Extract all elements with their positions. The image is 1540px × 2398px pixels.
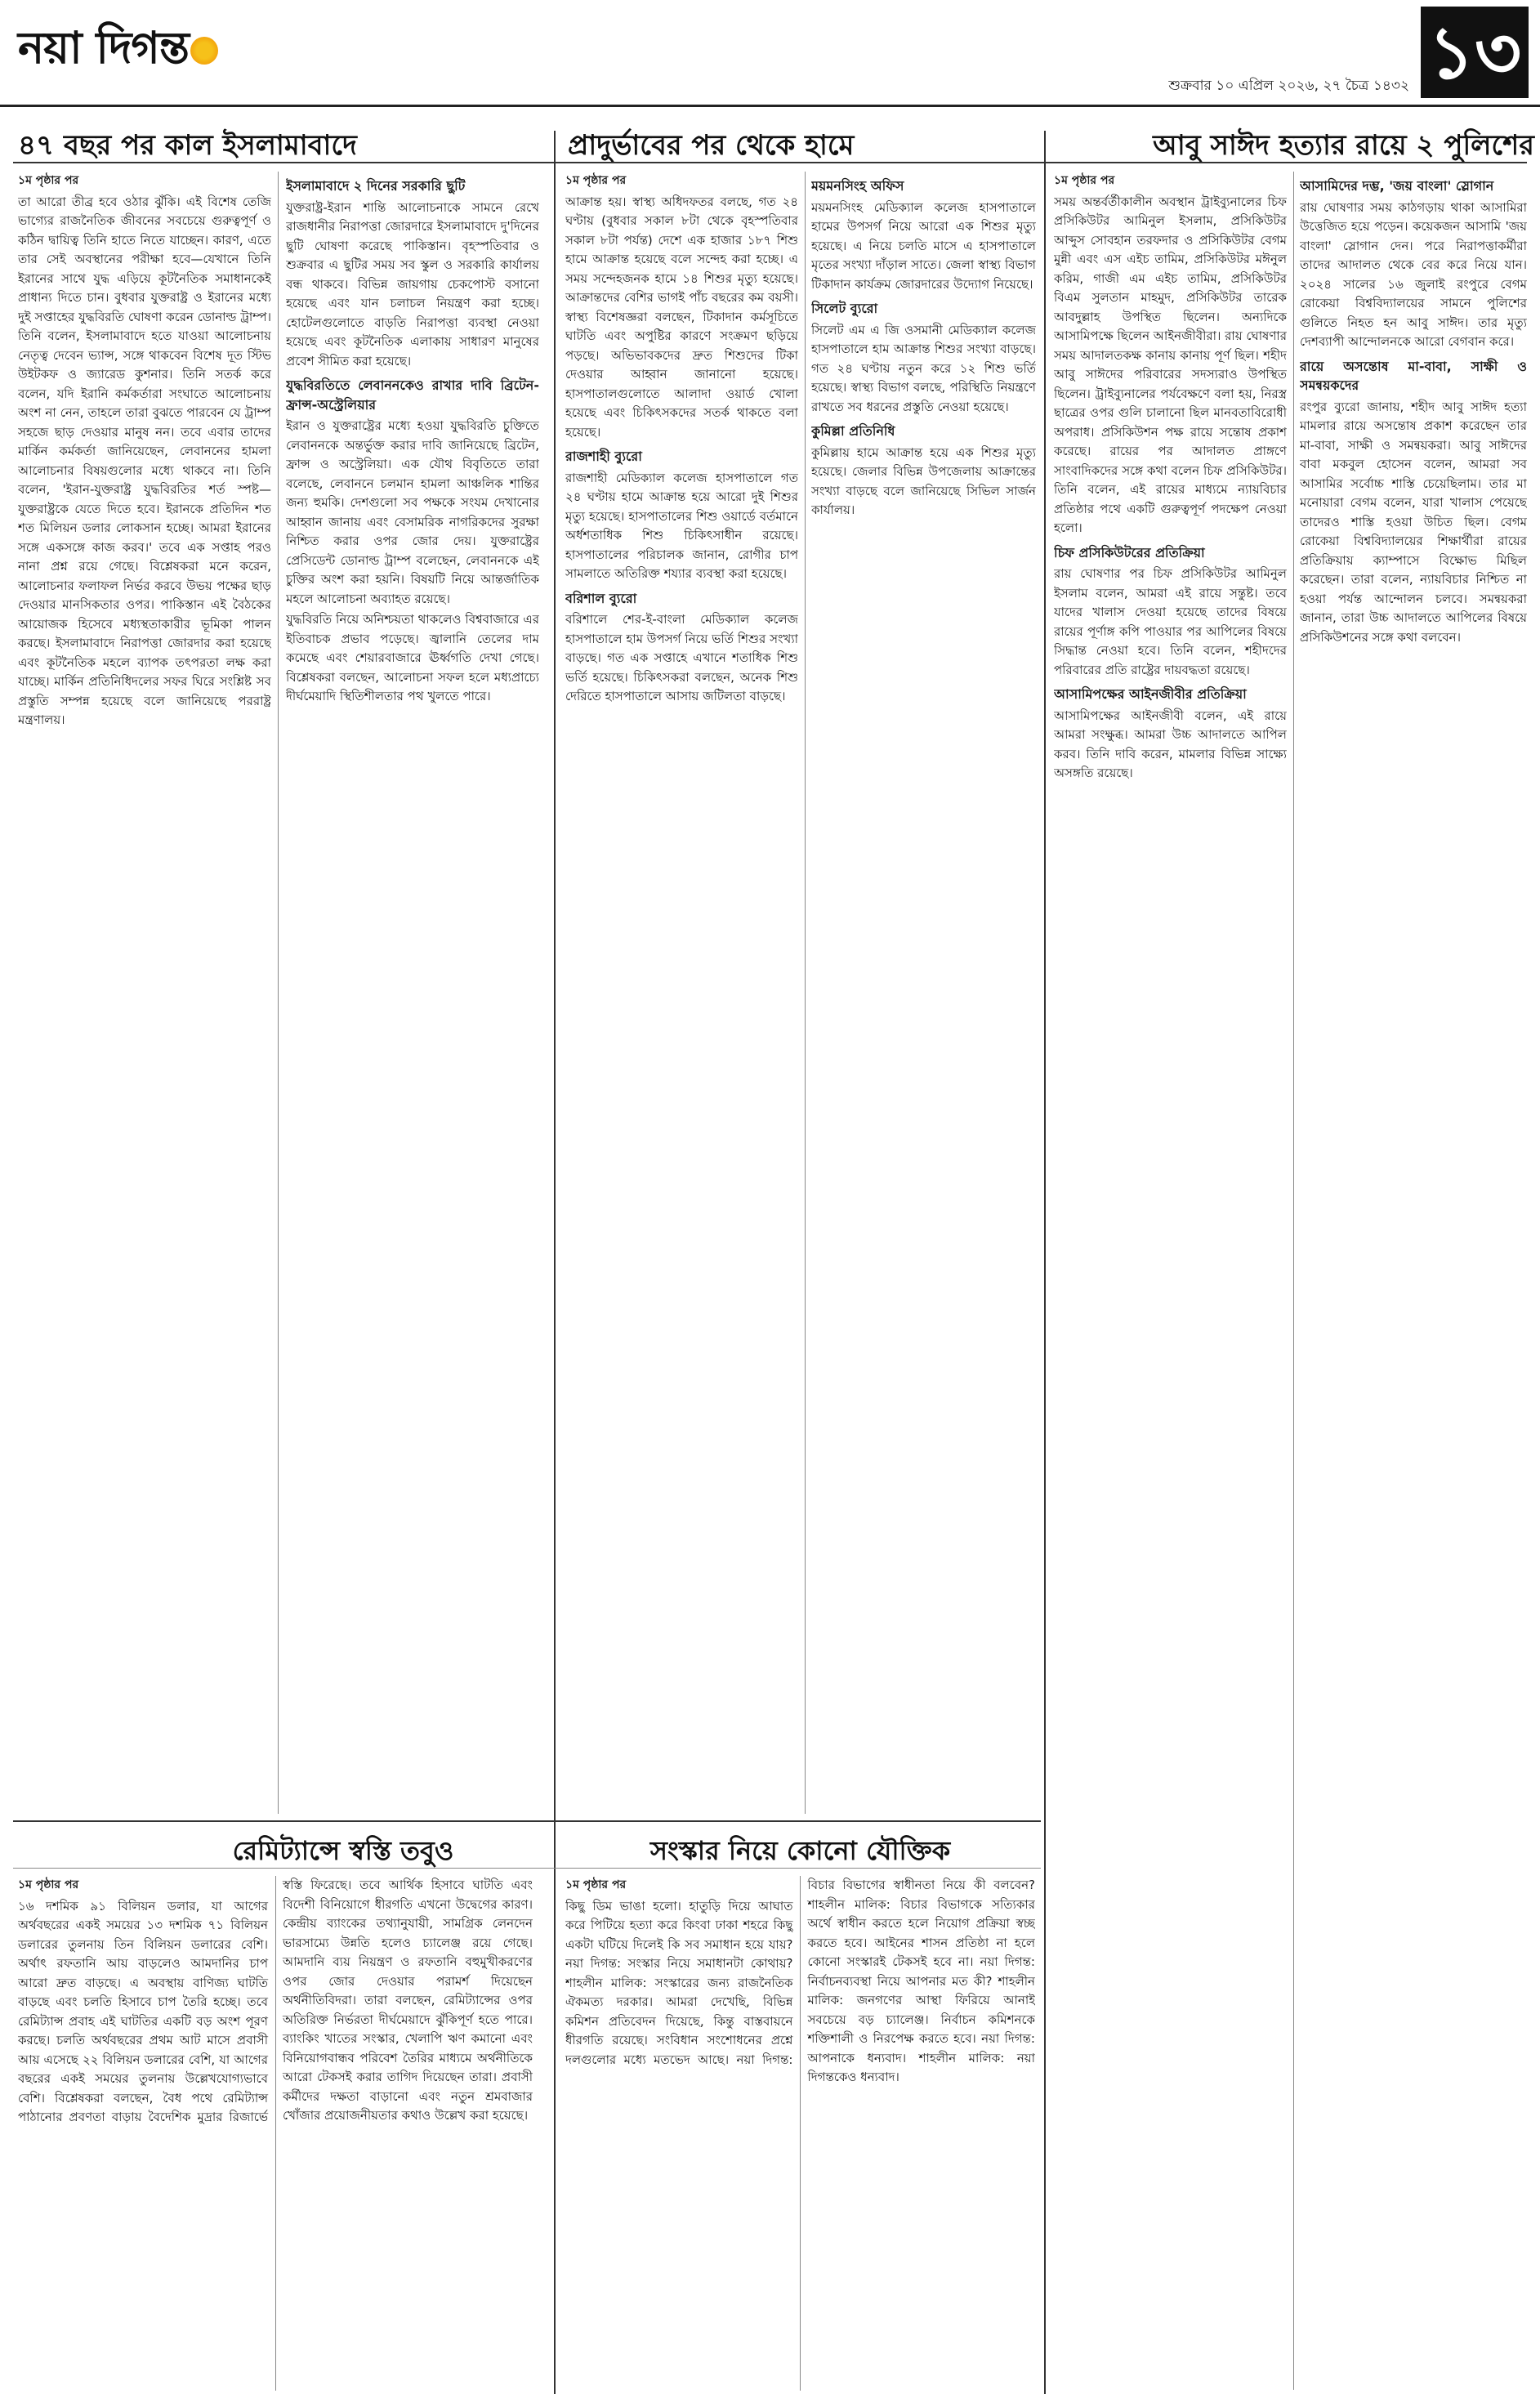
page-number: ১৩ <box>1421 7 1529 98</box>
reform-headline: সংস্কার নিয়ে কোনো যৌক্তিক <box>649 1835 951 1866</box>
islamabad-sub1-heading: ইসলামাবাদে ২ দিনের সরকারি ছুটি <box>286 178 466 194</box>
abu-sayeed-sub3-heading: আসামিদের দম্ভ, 'জয় বাংলা' স্লোগান <box>1300 178 1494 194</box>
abu-sayeed-headline: আবু সাঈদ হত্যার রায়ে ২ পুলিশের <box>1153 129 1534 162</box>
disease-sub4-heading: সিলেট ব্যুরো <box>811 301 878 316</box>
abu-sayeed-sub1-body: রায় ঘোষণার পর চিফ প্রসিকিউটর আমিনুল ইসলাম বলেন, আমরা এই রায়ে সন্তুষ্ট। তবে যাদের খালাস দেওয়া হয়েছে তাদের বিষয়ে রায়ের পূর্ণাঙ্গ কপি পাওয়ার পর আপিলের বিষয়ে সিদ্ধান্ত নেওয়া হবে। তিনি বলেন, শহীদদের পরিবারের প্রতি রাষ্ট্রের দায়বদ্ধতা রয়েছে। <box>1054 566 1287 677</box>
reform-col-1 <box>565 1876 1035 2391</box>
masthead <box>0 0 1540 107</box>
islamabad-kicker: ১ম পৃষ্ঠার পর <box>18 174 79 187</box>
column-divider <box>278 172 279 1814</box>
section-rule <box>13 1868 1041 1869</box>
headline-rule <box>13 162 1527 163</box>
abu-sayeed-sub4-heading: রায়ে অসন্তোষ মা-বাবা, সাক্ষী ও সমন্বয়কদের <box>1300 358 1527 393</box>
disease-sub1-heading: রাজশাহী ব্যুরো <box>565 449 642 464</box>
abu-sayeed-body: সময় অন্তর্বর্তীকালীন অবস্থান ট্রাইব্যুনালের চিফ প্রসিকিউটর আমিনুল ইসলাম, প্রসিকিউটর আব্দুস সোবহান তরফদার ও প্রসিকিউটর বেগম মুন্নী এবং এস এইচ তামিম, প্রসিকিউটর মঈনুল করিম, গাজী এম এইচ তামিম, প্রসিকিউটর বিএম সুলতান মাহমুদ, প্রসিকিউটর তারেক আবদুল্লাহ উপস্থিত ছিলেন। অন্যদিকে আসামিপক্ষে ছিলেন আইনজীবীরা। রায় ঘোষণার সময় আদালতকক্ষ কানায় কানায় পূর্ণ ছিল। শহীদ আবু সাঈদের পরিবারের সদস্যরাও উপস্থিত ছিলেন। ট্রাইব্যুনালের পর্যবেক্ষণে বলা হয়, নিরস্ত্র ছাত্রের ওপর গুলি চালানো ছিল মানবতাবিরোধী অপরাধ। প্রসিকিউশন পক্ষ রায়ে সন্তোষ প্রকাশ করেছে। রায়ের পর আদালত প্রাঙ্গণে সাংবাদিকদের সঙ্গে কথা বলেন চিফ প্রসিকিউটর। তিনি বলেন, এই রায়ের মাধ্যমে ন্যায়বিচার প্রতিষ্ঠার পথে একটি গুরুত্বপূর্ণ পদক্ষেপ নেওয়া হলো। <box>1054 194 1287 535</box>
abu-sayeed-sub3-body: রায় ঘোষণার সময় কাঠগড়ায় থাকা আসামিরা উত্তেজিত হয়ে পড়েন। কয়েকজন আসামি 'জয় বাংলা' স্লোগান দেন। পরে নিরাপত্তাকর্মীরা তাদের আদালত থেকে বের করে নিয়ে যান। ২০২৪ সালের ১৬ জুলাই রংপুরে বেগম রোকেয়া বিশ্ববিদ্যালয়ের সামনে পুলিশের গুলিতে নিহত হন আবু সাঈদ। তার মৃত্যু দেশব্যাপী আন্দোলনকে আরো বেগবান করে। <box>1300 199 1527 349</box>
islamabad-sub2-heading: যুদ্ধবিরতিতে লেবাননকেও রাখার দাবি ব্রিটেন-ফ্রান্স-অস্ট্রেলিয়ার <box>286 377 539 413</box>
abu-sayeed-kicker: ১ম পৃষ্ঠার পর <box>1054 174 1115 187</box>
disease-col-1 <box>565 172 798 1814</box>
dateline: শুক্রবার ১০ এপ্রিল ২০২৬, ২৭ চৈত্র ১৪৩২ <box>1168 78 1409 94</box>
remittance-body: ১৬ দশমিক ৯১ বিলিয়ন ডলার, যা আগের অর্থবছরের একই সময়ের ১৩ দশমিক ৭১ বিলিয়ন ডলারের তুলনায় তিন বিলিয়ন ডলারের বেশি। অর্থাৎ রফতানি আয় বাড়লেও আমদানির চাপ আরো দ্রুত বাড়ছে। এ অবস্থায় বাণিজ্য ঘাটতি বাড়ছে এবং চলতি হিসাবে চাপ তৈরি হচ্ছে। তবে রেমিট্যান্স প্রবাহ এই ঘাটতির একটি বড় অংশ পূরণ করছে। চলতি অর্থবছরের প্রথম আট মাসে প্রবাসী আয় এসেছে ২২ বিলিয়ন ডলারের বেশি, যা আগের বছরের একই সময়ের তুলনায় উল্লেখযোগ্যভাবে বেশি। বিশ্লেষকরা বলছেন, বৈধ পথে রেমিট্যান্স পাঠানোর প্রবণতা বাড়ায় বৈদেশিক মুদ্রার রিজার্ভে স্বস্তি ফিরেছে। তবে আর্থিক হিসাবে ঘাটতি এবং বিদেশী বিনিয়োগে ধীরগতি এখনো উদ্বেগের কারণ। কেন্দ্রীয় ব্যাংকের তথ্যানুযায়ী, সামগ্রিক লেনদেন ভারসাম্যে উন্নতি হলেও চ্যালেঞ্জ রয়ে গেছে। আমদানি ব্যয় নিয়ন্ত্রণ ও রফতানি বহুমুখীকরণের ওপর জোর দেওয়ার পরামর্শ দিয়েছেন অর্থনীতিবিদরা। তারা বলছেন, রেমিট্যান্সের ওপর অতিরিক্ত নির্ভরতা দীর্ঘমেয়াদে ঝুঁকিপূর্ণ হতে পারে। ব্যাংকিং খাতের সংস্কার, খেলাপি ঋণ কমানো এবং বিনিয়োগবান্ধব পরিবেশ তৈরির মাধ্যমে অর্থনীতিকে আরো টেকসই করার তাগিদ দিয়েছেন তারা। প্রবাসী কর্মীদের দক্ষতা বাড়ানো এবং নতুন শ্রমবাজার খোঁজার প্রয়োজনীয়তার কথাও উল্লেখ করা হয়েছে। <box>18 1878 533 2124</box>
section-rule <box>13 1820 1041 1822</box>
abu-sayeed-col-1 <box>1054 172 1287 2390</box>
abu-sayeed-col-2 <box>1300 172 1527 2390</box>
disease-headline: প্রাদুর্ভাবের পর থেকে হামে <box>568 129 855 162</box>
disease-sub1-body: রাজশাহী মেডিক্যাল কলেজ হাসপাতালে গত ২৪ ঘণ্টায় হামে আক্রান্ত হয়ে আরো দুই শিশুর মৃত্যু হয়েছে। হাসপাতালের শিশু ওয়ার্ডে বর্তমানে অর্ধশতাধিক শিশু চিকিৎসাধীন রয়েছে। হাসপাতালের পরিচালক জানান, রোগীর চাপ সামলাতে অতিরিক্ত শয্যার ব্যবস্থা করা হয়েছে। <box>565 470 798 581</box>
disease-sub2-body: বরিশালে শের-ই-বাংলা মেডিক্যাল কলেজ হাসপাতালে হাম উপসর্গ নিয়ে ভর্তি শিশুর সংখ্যা বাড়ছে। গত এক সপ্তাহে এখানে শতাধিক শিশু ভর্তি হয়েছে। চিকিৎসকরা বলছেন, অনেক শিশু দেরিতে হাসপাতালে আসায় জটিলতা বাড়ছে। <box>565 612 798 703</box>
islamabad-sub1-body: যুক্তরাষ্ট্র-ইরান শান্তি আলোচনাকে সামনে রেখে রাজধানীর নিরাপত্তা জোরদারে ইসলামাবাদে দু'দিনের ছুটি ঘোষণা করেছে পাকিস্তান। বৃহস্পতিবার ও শুক্রবার এ ছুটির সময় সব স্কুল ও সরকারি কার্যালয় বন্ধ থাকবে। বিভিন্ন জায়গায় চেকপোস্ট বসানো হয়েছে এবং যান চলাচল নিয়ন্ত্রণ করা হচ্ছে। হোটেলগুলোতে বাড়তি নিরাপত্তা ব্যবস্থা নেওয়া হয়েছে এবং কূটনৈতিক এলাকায় সাধারণ মানুষের প্রবেশ সীমিত করা হয়েছে। <box>286 199 539 368</box>
abu-sayeed-sub2-body: আসামিপক্ষের আইনজীবী বলেন, এই রায়ে আমরা সংক্ষুব্ধ। আমরা উচ্চ আদালতে আপিল করব। তিনি দাবি করেন, মামলার বিভিন্ন সাক্ষ্যে অসঙ্গতি রয়েছে। <box>1054 708 1287 780</box>
disease-sub5-heading: কুমিল্লা প্রতিনিধি <box>811 423 895 439</box>
islamabad-col-2 <box>286 172 539 1814</box>
disease-sub3-body: ময়মনসিংহ মেডিক্যাল কলেজ হাসপাতালে হামের উপসর্গ নিয়ে আরো এক শিশুর মৃত্যু হয়েছে। এ নিয়ে চলতি মাসে এ হাসপাতালে মৃতের সংখ্যা দাঁড়াল সাতে। জেলা স্বাস্থ্য বিভাগ টিকাদান কার্যক্রম জোরদারের উদ্যোগ নিয়েছে। <box>811 199 1036 292</box>
disease-sub5-body: কুমিল্লায় হামে আক্রান্ত হয়ে এক শিশুর মৃত্যু হয়েছে। জেলার বিভিন্ন উপজেলায় আক্রান্তের সংখ্যা বাড়ছে বলে জানিয়েছে সিভিল সার্জন কার্যালয়। <box>811 444 1036 517</box>
remittance-kicker: ১ম পৃষ্ঠার পর <box>18 1878 79 1891</box>
logo-text: নয়া দিগন্ত <box>18 21 189 74</box>
disease-col-2 <box>811 172 1036 1814</box>
islamabad-headline: ৪৭ বছর পর কাল ইসলামাবাদে <box>18 129 357 162</box>
reform-body: কিছু ডিম ভাঙা হলো। হাতুড়ি দিয়ে আঘাত করে পিটিয়ে হত্যা করে কিংবা ঢাকা শহরে কিছু একটা ঘটিয়ে দিলেই কি সব সমাধান হয়ে যায়? নয়া দিগন্ত: সংস্কার নিয়ে সমাধানটা কোথায়? শাহলীন মালিক: সংস্কারের জন্য রাজনৈতিক ঐকমত্য দরকার। আমরা দেখেছি, বিভিন্ন কমিশন প্রতিবেদন দিয়েছে, কিন্তু বাস্তবায়নে ধীরগতি রয়েছে। সংবিধান সংশোধনের প্রশ্নে দলগুলোর মধ্যে মতভেদ আছে। নয়া দিগন্ত: বিচার বিভাগের স্বাধীনতা নিয়ে কী বলবেন? শাহলীন মালিক: বিচার বিভাগকে সত্যিকার অর্থে স্বাধীন করতে হলে নিয়োগ প্রক্রিয়া স্বচ্ছ করতে হবে। আইনের শাসন প্রতিষ্ঠা না হলে কোনো সংস্কারই টেকসই হবে না। নয়া দিগন্ত: নির্বাচনব্যবস্থা নিয়ে আপনার মত কী? শাহলীন মালিক: জনগণের আস্থা ফিরিয়ে আনাই সবচেয়ে বড় চ্যালেঞ্জ। নির্বাচন কমিশনকে শক্তিশালী ও নিরপেক্ষ করতে হবে। নয়া দিগন্ত: আপনাকে ধন্যবাদ। শাহলীন মালিক: নয়া দিগন্তকেও ধন্যবাদ। <box>565 1878 1035 2084</box>
islamabad-sub2-body: ইরান ও যুক্তরাষ্ট্রের মধ্যে হওয়া যুদ্ধবিরতি চুক্তিতে লেবাননকে অন্তর্ভুক্ত করার দাবি জানিয়েছে ব্রিটেন, ফ্রান্স ও অস্ট্রেলিয়া। এক যৌথ বিবৃতিতে তারা বলেছে, লেবাননে চলমান হামলা আঞ্চলিক শান্তির জন্য হুমকি। দেশগুলো সব পক্ষকে সংযম দেখানোর আহ্বান জানায় এবং বেসামরিক নাগরিকদের সুরক্ষা নিশ্চিত করার ওপর জোর দেয়। যুক্তরাষ্ট্রের প্রেসিডেন্ট ডোনাল্ড ট্রাম্প বলেছেন, লেবাননকে এই চুক্তির অংশ করা হয়নি। বিষয়টি নিয়ে আন্তর্জাতিক মহলে আলোচনা অব্যাহত রয়েছে। <box>286 418 539 606</box>
abu-sayeed-sub4-body: রংপুর ব্যুরো জানায়, শহীদ আবু সাঈদ হত্যা মামলার রায়ে অসন্তোষ প্রকাশ করেছেন তার মা-বাবা, সাক্ষী ও সমন্বয়করা। আবু সাঈদের বাবা মকবুল হোসেন বলেন, আমরা সব আসামির সর্বোচ্চ শাস্তি চেয়েছিলাম। তার মা মনোয়ারা বেগম বলেন, যারা খালাস পেয়েছে তাদেরও শাস্তি হওয়া উচিত ছিল। বেগম রোকেয়া বিশ্ববিদ্যালয়ের শিক্ষার্থীরা রায়ের প্রতিক্রিয়ায় ক্যাম্পাসে বিক্ষোভ মিছিল করেছেন। তারা বলেন, ন্যায়বিচার নিশ্চিত না হওয়া পর্যন্ত আন্দোলন চলবে। সমন্বয়করা জানান, তারা উচ্চ আদালতে আপিলের বিষয়ে প্রসিকিউশনের সঙ্গে কথা বলবেন। <box>1300 399 1527 645</box>
column-divider <box>1044 131 1046 2394</box>
disease-kicker: ১ম পৃষ্ঠার পর <box>565 174 627 187</box>
disease-body: আক্রান্ত হয়। স্বাস্থ্য অধিদফতর বলছে, গত ২৪ ঘণ্টায় (বুধবার সকাল ৮টা থেকে বৃহস্পতিবার সকাল ৮টা পর্যন্ত) দেশে এক হাজার ১৮৭ শিশু হামে আক্রান্ত হয়েছে বলে সন্দেহ করা হচ্ছে। এ সময় সন্দেহজনক হামে ১৪ শিশুর মৃত্যু হয়েছে। আক্রান্তদের বেশির ভাগই পাঁচ বছরের কম বয়সী। স্বাস্থ্য বিশেষজ্ঞরা বলছেন, টিকাদান কর্মসূচিতে ঘাটতি এবং অপুষ্টির কারণে সংক্রমণ ছড়িয়ে পড়ছে। অভিভাবকদের দ্রুত শিশুদের টিকা দেওয়ার আহ্বান জানানো হয়েছে। হাসপাতালগুলোতে আলাদা ওয়ার্ড খোলা হয়েছে এবং চিকিৎসকদের সতর্ক থাকতে বলা হয়েছে। <box>565 194 798 440</box>
disease-sub3-heading: ময়মনসিংহ অফিস <box>811 178 904 194</box>
islamabad-col-1 <box>18 172 271 1814</box>
remittance-headline: রেমিট্যান্সে স্বস্তি তবুও <box>232 1835 454 1866</box>
column-divider <box>554 131 556 2394</box>
disease-sub2-heading: বরিশাল ব্যুরো <box>565 590 637 606</box>
remittance-col-1 <box>18 1876 533 2391</box>
column-divider <box>1293 172 1294 2390</box>
reform-kicker: ১ম পৃষ্ঠার পর <box>565 1878 627 1891</box>
sun-icon <box>190 37 218 65</box>
islamabad-body: তা আরো তীব্র হবে ওঠার ঝুঁকি। এই বিশেষ তেজি ভাগ্যের রাজনৈতিক জীবনের সবচেয়ে গুরুত্বপূর্ণ ও কঠিন দ্বায়িত্ব তিনি হাতে নিতে যাচ্ছেন। কারণ, এতে তার সেই অবস্থানের পরীক্ষা হবে—যেখানে তিনি ইরানের সাথে যুদ্ধ এড়িয়ে কূটনৈতিক সমাধানকেই প্রাধান্য দিতে চান। বুধবার যুক্তরাষ্ট্র ও ইরানের মধ্যে দুই সপ্তাহের যুদ্ধবিরতি ঘোষণা করেন ডোনাল্ড ট্রাম্প। তিনি বলেন, ইসলামাবাদে হতে যাওয়া আলোচনায় নেতৃত্ব দেবেন ভ্যান্স, সঙ্গে থাকবেন বিশেষ দূত স্টিভ উইটকফ ও জ্যারেড কুশনার। তিনি সতর্ক করে বলেন, যদি ইরানি কর্মকর্তারা সংঘাতে আলোচনায় অংশ না নেন, তাহলে তারা বুঝতে পারবেন যে ট্রাম্প সহজে ছাড় দেওয়ার মানুষ নন। তবে এবার তাদের মার্কিন কর্মকর্তা জানিয়েছেন, লেবাননের হামলা আলোচনার বিষয়গুলোর মধ্যে থাকবে না। তিনি বলেন, 'ইরান-যুক্তরাষ্ট্র যুদ্ধবিরতির শর্ত স্পষ্ট—যুক্তরাষ্ট্রকে যেতে দিতে হবে। ইরানকে প্রতিদিন শত শত মিলিয়ন ডলার লোকসান হচ্ছে। আমরা ইরানের সঙ্গে একসঙ্গে কাজ করব।' তবে এক সপ্তাহ পরও নানা প্রশ্ন রয়ে গেছে। বিশ্লেষকরা মনে করেন, আলোচনার ফলাফল নির্ভর করবে উভয় পক্ষের ছাড় দেওয়ার মানসিকতার ওপর। পাকিস্তান এই বৈঠকের আয়োজক হিসেবে মধ্যস্থতাকারীর ভূমিকা পালন করছে। ইসলামাবাদে নিরাপত্তা জোরদার করা হয়েছে এবং কূটনৈতিক মহলে ব্যাপক তৎপরতা লক্ষ করা যাচ্ছে। মার্কিন প্রতিনিধিদলের সফর ঘিরে সংশ্লিষ্ট সব প্রস্তুতি সম্পন্ন হয়েছে বলে জানিয়েছে পররাষ্ট্র মন্ত্রণালয়। <box>18 194 271 727</box>
abu-sayeed-sub1-heading: চিফ প্রসিকিউটরের প্রতিক্রিয়া <box>1054 544 1205 560</box>
islamabad-sub3-body: যুদ্ধবিরতি নিয়ে অনিশ্চয়তা থাকলেও বিশ্ববাজারে এর ইতিবাচক প্রভাব পড়েছে। জ্বালানি তেলের দাম কমেছে এবং শেয়ারবাজারে ঊর্ধ্বগতি দেখা গেছে। বিশ্লেষকরা বলছেন, আলোচনা সফল হলে মধ্যপ্রাচ্যে দীর্ঘমেয়াদি স্থিতিশীলতার পথ খুলতে পারে। <box>286 612 539 703</box>
column-divider <box>805 172 806 1814</box>
disease-sub4-body: সিলেট এম এ জি ওসমানী মেডিক্যাল কলেজ হাসপাতালে হাম আক্রান্ত শিশুর সংখ্যা বাড়ছে। গত ২৪ ঘণ্টায় নতুন করে ১২ শিশু ভর্তি হয়েছে। স্বাস্থ্য বিভাগ বলছে, পরিস্থিতি নিয়ন্ত্রণে রাখতে সব ধরনের প্রস্তুতি নেওয়া হয়েছে। <box>811 322 1036 414</box>
logo <box>18 18 239 83</box>
abu-sayeed-sub2-heading: আসামিপক্ষের আইনজীবীর প্রতিক্রিয়া <box>1054 686 1247 702</box>
